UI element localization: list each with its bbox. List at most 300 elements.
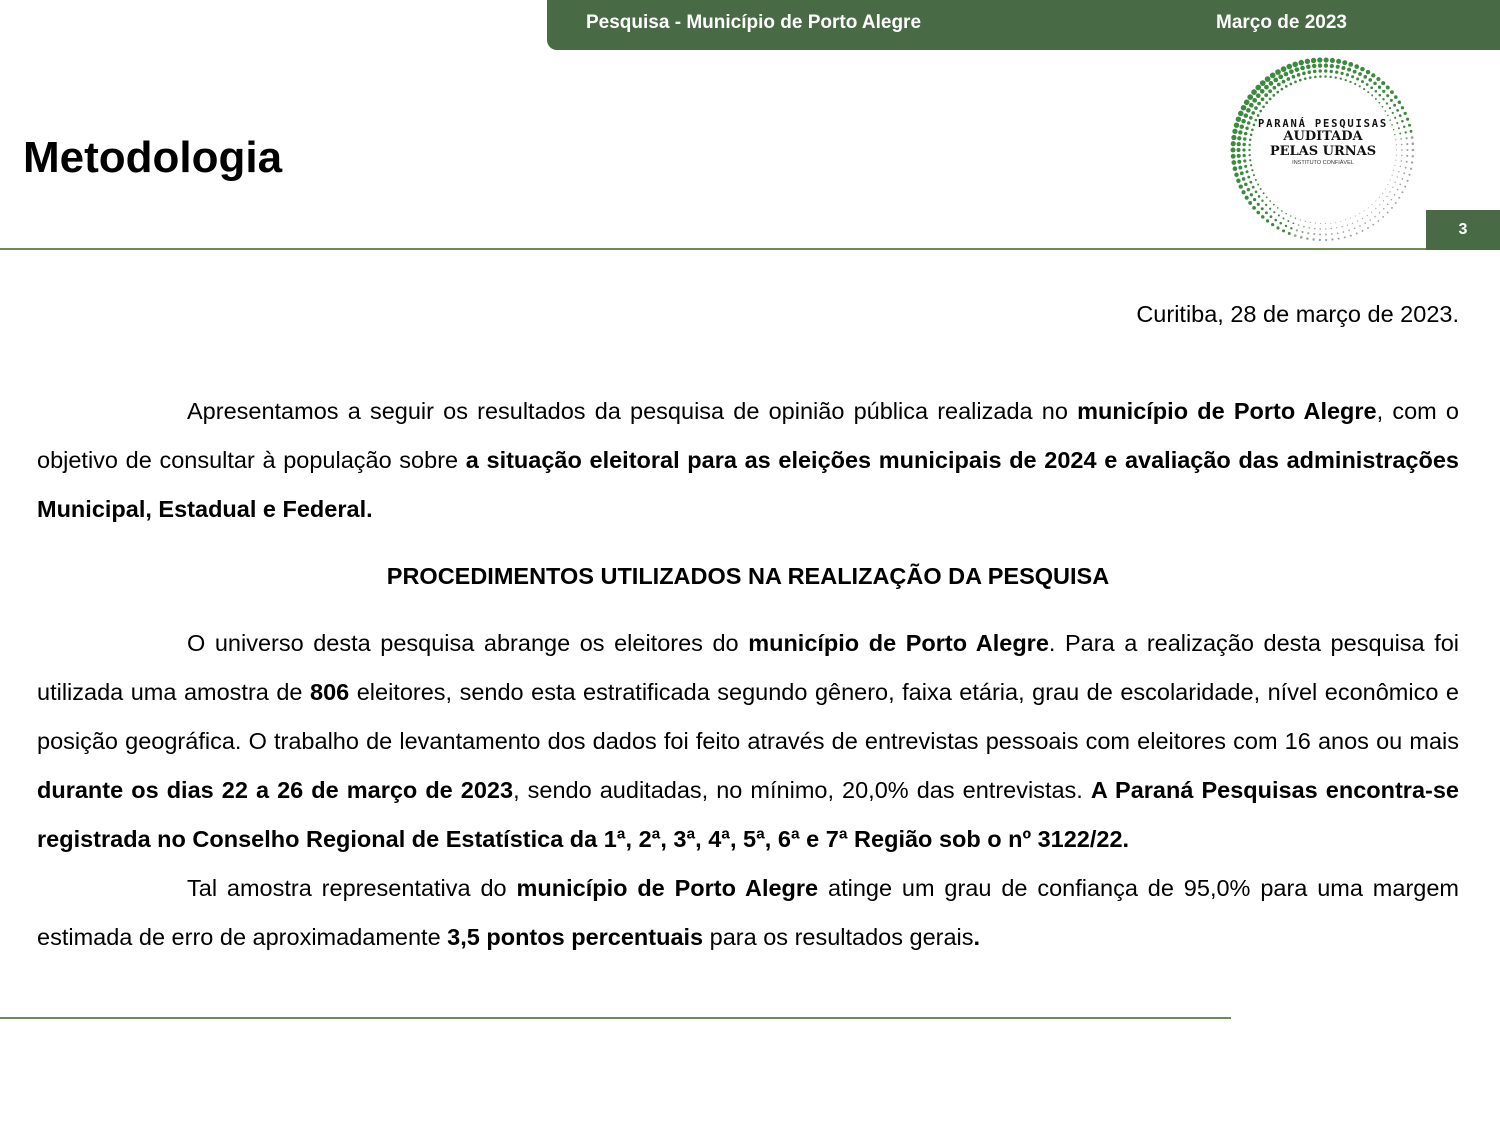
logo-dot <box>1264 85 1269 90</box>
logo-dot <box>1282 229 1285 232</box>
logo-dot <box>1345 219 1346 220</box>
logo-dot <box>1310 222 1311 223</box>
logo-dot <box>1363 88 1365 90</box>
logo-dot <box>1324 69 1327 72</box>
logo-dot <box>1384 110 1386 112</box>
logo-dot <box>1265 101 1268 104</box>
logo-dot <box>1258 195 1261 198</box>
logo-dot <box>1395 139 1396 140</box>
logo-dot <box>1295 217 1296 218</box>
bold-run: a situação eleitoral para as eleições municipais de 2024 e avaliação das administrações Municipal, Estadual e Federal. <box>37 447 1459 522</box>
logo-dot <box>1357 220 1358 221</box>
logo-dot <box>1303 226 1305 228</box>
logo-dot <box>1324 63 1328 67</box>
intro-paragraph <box>37 387 1459 534</box>
logo-dot <box>1256 211 1260 215</box>
logo-dot <box>1404 186 1406 188</box>
logo-dot <box>1306 237 1309 240</box>
logo-dot <box>1336 65 1340 69</box>
logo-dot <box>1237 154 1241 158</box>
logo-dot <box>1254 106 1258 110</box>
logo-dot <box>1253 124 1256 127</box>
logo-dot <box>1255 191 1258 194</box>
logo-dot <box>1373 82 1376 85</box>
logo-dot <box>1331 228 1332 229</box>
logo-dot <box>1237 136 1241 140</box>
logo-dot <box>1382 216 1384 218</box>
logo-dot <box>1330 58 1335 63</box>
text-run: , sendo auditadas, no mínimo, 20,0% das entrevistas. <box>513 777 1091 803</box>
logo-dot <box>1240 124 1244 128</box>
logo-dot <box>1382 106 1384 108</box>
logo-dot <box>1286 213 1288 215</box>
logo-dot <box>1319 233 1321 235</box>
logo-dot <box>1329 76 1331 78</box>
text-run: para os resultados gerais <box>703 924 974 950</box>
logo-dot <box>1378 86 1381 89</box>
survey-date: Março de 2023 <box>1216 12 1347 33</box>
logo-dot <box>1396 155 1397 156</box>
logo-dot <box>1265 211 1268 214</box>
logo-dot <box>1294 81 1297 84</box>
logo-dot <box>1406 149 1408 151</box>
logo-dot <box>1406 161 1408 163</box>
logo-dot <box>1244 100 1250 106</box>
logo-dot <box>1315 223 1316 224</box>
text-run: eleitores, sendo esta estratificada segundo gênero, faixa etária, grau de escolaridade, nível econômico e posição geográfica. O trabalho de levantamento dos dados foi feito através de entrevistas pessoais com eleitores com 16 anos ou mais <box>37 679 1459 754</box>
logo-dot <box>1401 149 1403 151</box>
logo-dot <box>1237 142 1241 146</box>
logo-dot <box>1355 216 1356 217</box>
logo-dot <box>1241 105 1247 111</box>
logo-dot <box>1375 208 1376 209</box>
logo-dot <box>1248 149 1250 151</box>
logo-dot <box>1281 88 1284 91</box>
logo-dot <box>1361 80 1364 83</box>
logo-dot <box>1375 90 1378 93</box>
logo-dot <box>1399 184 1401 186</box>
logo-dot <box>1275 69 1281 75</box>
logo-dot <box>1319 75 1322 78</box>
logo-dot <box>1378 220 1380 222</box>
logo-dot <box>1359 213 1360 214</box>
logo-dot <box>1347 224 1348 225</box>
logo-dot <box>1243 143 1246 146</box>
logo-dot <box>1386 94 1389 97</box>
logo-dot <box>1351 75 1354 78</box>
logo-dot <box>1354 228 1356 230</box>
logo-dot <box>1259 110 1262 113</box>
logo-dot <box>1299 79 1302 82</box>
logo-dot <box>1401 120 1404 123</box>
logo-dot <box>1386 86 1390 90</box>
logo-dot <box>1379 212 1381 214</box>
logo-dot <box>1393 104 1396 107</box>
logo-dot <box>1405 167 1407 169</box>
logo-dot <box>1389 191 1390 192</box>
logo-dot <box>1237 160 1241 164</box>
logo-dot <box>1406 143 1408 145</box>
logo-dot <box>1252 206 1256 210</box>
logo-dot <box>1244 132 1247 135</box>
logo-dot <box>1330 223 1331 224</box>
logo-dot <box>1390 90 1394 94</box>
logo-dot <box>1252 186 1255 189</box>
logo-dot <box>1239 184 1243 188</box>
logo-dot <box>1249 139 1252 142</box>
logo-dot <box>1338 238 1340 240</box>
logo-dot <box>1269 81 1274 86</box>
logo-dot <box>1353 70 1357 74</box>
logo-dot <box>1230 147 1235 152</box>
logo-dot <box>1244 113 1249 118</box>
logo-dot <box>1255 179 1257 181</box>
logo-dot <box>1278 74 1283 79</box>
logo-dot <box>1231 154 1236 159</box>
logo-dot <box>1402 178 1404 180</box>
logo-dot <box>1272 94 1275 97</box>
logo-dot <box>1260 188 1262 190</box>
logo-dot <box>1261 207 1264 210</box>
logo-dot <box>1352 223 1353 224</box>
logo-dot <box>1282 80 1286 84</box>
logo-dot <box>1401 191 1403 193</box>
logo-dot <box>1399 133 1401 135</box>
logo-dot <box>1325 239 1327 241</box>
logo-dot <box>1396 144 1397 145</box>
logo-dot <box>1294 234 1297 237</box>
logo-dot <box>1372 204 1373 205</box>
logo-dot <box>1324 75 1327 78</box>
logo-dot <box>1342 60 1347 65</box>
logo-dot <box>1394 95 1398 99</box>
logo-dot <box>1249 154 1251 156</box>
logo-dot <box>1386 102 1388 104</box>
logo-dot <box>1325 223 1326 224</box>
bold-run: município de Porto Alegre <box>748 630 1049 656</box>
logo-dot <box>1371 94 1373 96</box>
logo-dot <box>1389 119 1391 121</box>
logo-dot <box>1268 89 1272 93</box>
logo-dot <box>1387 212 1389 214</box>
logo-dot <box>1276 91 1279 94</box>
logo-dot <box>1372 224 1374 226</box>
logo-dot <box>1245 196 1249 200</box>
logo-dot <box>1249 159 1251 161</box>
logo-dot <box>1408 124 1411 127</box>
logo-dot <box>1394 165 1395 166</box>
logo-dot <box>1375 201 1376 202</box>
logo-dot <box>1406 137 1408 139</box>
logo-dot <box>1300 66 1305 71</box>
logo-dot <box>1369 219 1371 221</box>
logo-dot <box>1398 127 1400 129</box>
logo-dot <box>1282 217 1284 219</box>
logo-dot <box>1341 72 1344 75</box>
logo-dot <box>1289 83 1292 86</box>
logo-dot <box>1343 231 1345 233</box>
header-divider <box>0 248 1426 250</box>
logo-dot <box>1395 160 1396 161</box>
logo-dot <box>1290 227 1292 229</box>
logo-dot <box>1345 79 1347 81</box>
logo-dot <box>1397 189 1399 191</box>
body-text <box>37 290 1459 962</box>
logo-dot <box>1247 121 1251 125</box>
text-run: . Para a realização desta pesquisa foi utilizada uma amostra de <box>37 630 1460 705</box>
logo-dot <box>1231 160 1236 165</box>
logo-dot <box>1261 97 1265 101</box>
logo-dot <box>1362 230 1364 232</box>
bold-run: município de Porto Alegre <box>1077 398 1377 424</box>
logo-dot <box>1401 155 1403 157</box>
logo-dot <box>1271 223 1274 226</box>
logo-dot <box>1367 227 1369 229</box>
logo-dot <box>1253 174 1255 176</box>
logo-dot <box>1242 177 1246 181</box>
text-run: , com o objetivo de consultar à população sobre <box>37 398 1459 473</box>
logo-dot <box>1399 114 1402 117</box>
logo-dot <box>1383 200 1384 201</box>
logo-dot <box>1350 218 1351 219</box>
logo-dot <box>1313 70 1317 74</box>
logo-dot <box>1236 116 1241 121</box>
logo-dot <box>1370 86 1373 89</box>
logo-dot <box>1297 73 1301 77</box>
logo-dot <box>1366 70 1370 74</box>
logo-dot <box>1281 210 1283 212</box>
header-bar <box>547 0 1500 50</box>
logo-dot <box>1236 148 1240 152</box>
logo-dot <box>1245 126 1249 130</box>
logo-dot <box>1248 144 1250 146</box>
logo-dot <box>1348 62 1353 67</box>
logo-dot <box>1383 208 1385 210</box>
logo-dot <box>1412 155 1414 157</box>
logo-dot <box>1335 71 1338 74</box>
logo-dot <box>1309 76 1312 79</box>
logo-dot <box>1359 85 1361 87</box>
logo-dot <box>1240 171 1244 175</box>
logo-dot <box>1243 159 1246 162</box>
logo-dot <box>1285 225 1287 227</box>
bold-run: 3,5 pontos percentuais <box>447 924 704 950</box>
logo-dot <box>1340 221 1341 222</box>
logo-dot <box>1390 99 1393 102</box>
logo-dot <box>1300 219 1301 220</box>
logo-dot <box>1246 170 1249 173</box>
logo-dot <box>1360 67 1365 72</box>
logo-dot <box>1262 105 1265 108</box>
logo-dot <box>1317 57 1322 62</box>
logo-dot <box>1403 172 1405 174</box>
logo-dot <box>1287 220 1289 222</box>
logo-dot <box>1281 66 1287 72</box>
logo-dot <box>1276 226 1279 229</box>
logo-dot <box>1324 57 1329 62</box>
logo-dot <box>1233 166 1238 171</box>
logo-dot <box>1252 98 1257 103</box>
logo-dot <box>1407 180 1409 182</box>
confidence-paragraph <box>37 864 1459 962</box>
logo-dot <box>1318 63 1322 67</box>
logo-dot <box>1396 109 1399 112</box>
logo-dot <box>1288 232 1291 235</box>
logo-dot <box>1349 81 1351 83</box>
logo-line3: PELAS URNAS <box>1269 144 1377 159</box>
logo-dot <box>1410 168 1412 170</box>
logo-dot <box>1314 228 1316 230</box>
logo-dot <box>1253 198 1256 201</box>
logo-dot <box>1400 160 1402 162</box>
logo-dot <box>1363 75 1367 79</box>
logo-dot <box>1260 89 1265 94</box>
logo-dot <box>1362 218 1363 219</box>
logo-dot <box>1234 123 1239 128</box>
logo-dot <box>1312 238 1314 240</box>
logo-dot <box>1346 73 1349 76</box>
logo-dot <box>1387 204 1389 206</box>
logo-dot <box>1379 204 1380 205</box>
logo-dot <box>1266 219 1269 222</box>
logo-dot <box>1273 204 1275 206</box>
logo-dot <box>1247 94 1253 100</box>
logo-dot <box>1305 59 1310 64</box>
logo-dot <box>1406 155 1408 157</box>
logo-dot <box>1319 239 1321 241</box>
logo-dot <box>1308 227 1310 229</box>
logo-dot <box>1403 125 1405 127</box>
logo-dot <box>1335 222 1336 223</box>
logo-dot <box>1411 136 1414 139</box>
logo-dot <box>1381 81 1385 85</box>
logo-dot <box>1385 188 1386 189</box>
logo-dot <box>1313 233 1315 235</box>
logo-dot <box>1270 215 1273 218</box>
logo-dot <box>1263 192 1265 194</box>
logo-dot <box>1393 129 1394 130</box>
logo-dot <box>1290 215 1291 216</box>
logo-dot <box>1356 78 1359 81</box>
logo-dot <box>1382 193 1383 194</box>
logo-dot <box>1330 70 1333 73</box>
logo-dot <box>1308 70 1312 74</box>
logo-dot <box>1311 58 1316 63</box>
text-run: O universo desta pesquisa abrange os eleitores do <box>187 630 749 656</box>
logo-dot <box>1269 200 1271 202</box>
logo-dot <box>1249 181 1252 184</box>
logo-dot <box>1273 211 1275 213</box>
logo-dot <box>1347 68 1351 72</box>
logo-dot <box>1367 215 1368 216</box>
logo-dot <box>1285 85 1288 88</box>
logo-dot <box>1394 117 1396 119</box>
logo-dot <box>1272 86 1276 90</box>
text-run: Tal amostra representativa do <box>187 875 517 901</box>
logo-dot <box>1248 201 1252 205</box>
logo-dot <box>1382 90 1385 93</box>
bold-run: município de Porto Alegre <box>516 875 819 901</box>
logo-dot <box>1379 197 1380 198</box>
logo-dot <box>1408 174 1410 176</box>
logo-dot <box>1249 116 1253 120</box>
logo-dot <box>1398 171 1399 172</box>
logo-dot <box>1247 188 1250 191</box>
logo-dot <box>1231 141 1236 146</box>
logo-dot <box>1401 144 1403 146</box>
logo-dot <box>1269 98 1272 101</box>
bold-run: A Paraná Pesquisas encontra-se registrada no Conselho Regional de Estatística da 1ª, 2ª, 3ª, 4ª, 5ª, 6ª e 7ª Região sob o nº 3122/22. <box>37 777 1459 852</box>
logo-dot <box>1325 228 1326 229</box>
logo-dot <box>1241 119 1246 124</box>
logo-dot <box>1304 77 1307 80</box>
logo-dot <box>1314 76 1317 79</box>
bold-run: 806 <box>310 679 350 705</box>
logo-seal <box>1222 54 1422 246</box>
logo-dot <box>1277 83 1281 87</box>
logo-dot <box>1320 223 1321 224</box>
logo-dot <box>1305 221 1306 222</box>
logo-dot <box>1396 149 1397 150</box>
logo-dot <box>1392 112 1394 114</box>
logo-dot <box>1250 164 1252 166</box>
logo-dot <box>1330 64 1334 68</box>
logo-dot <box>1266 196 1268 198</box>
logo-dot <box>1264 93 1268 97</box>
logo-dot <box>1257 102 1261 106</box>
logo-dot <box>1364 210 1365 211</box>
logo-dot <box>1341 66 1345 70</box>
logo-line1: PARANÁ PESQUISAS <box>1258 118 1388 130</box>
logo-dot <box>1302 72 1306 76</box>
logo-dot <box>1350 235 1352 237</box>
logo-dot <box>1265 204 1267 206</box>
logo-dot <box>1392 175 1393 176</box>
logo-dot <box>1359 225 1361 227</box>
logo-dot <box>1300 236 1303 239</box>
logo-dot <box>1265 76 1271 82</box>
logo-dot <box>1378 102 1380 104</box>
logo-dot <box>1368 207 1369 208</box>
logo-dot <box>1298 60 1304 66</box>
logo-dot <box>1257 114 1260 117</box>
logo-dot <box>1295 67 1300 72</box>
logo-dot <box>1260 80 1266 86</box>
logo-dot <box>1358 72 1362 76</box>
logo-dot <box>1404 112 1407 115</box>
logo-dot <box>1296 229 1298 231</box>
logo-dot <box>1251 169 1253 171</box>
logo-dot <box>1251 111 1255 115</box>
logo-dot <box>1390 179 1391 180</box>
logo-dot <box>1354 83 1356 85</box>
logo-dot <box>1238 130 1242 134</box>
logo-dot <box>1279 222 1282 225</box>
logo-dot <box>1375 98 1377 100</box>
logo-dot <box>1269 208 1271 210</box>
logo-dot <box>1340 78 1342 80</box>
logo-dot <box>1243 137 1246 140</box>
logo-dot <box>1241 190 1245 194</box>
logo-dot <box>1376 77 1380 81</box>
logo-dot <box>1274 219 1277 222</box>
procedures-paragraph <box>37 619 1459 864</box>
logo-dot <box>1236 179 1240 183</box>
logo-dot <box>1247 176 1250 179</box>
logo-dot <box>1401 106 1404 109</box>
logo-dot <box>1336 59 1341 64</box>
logo-dot <box>1368 78 1372 82</box>
